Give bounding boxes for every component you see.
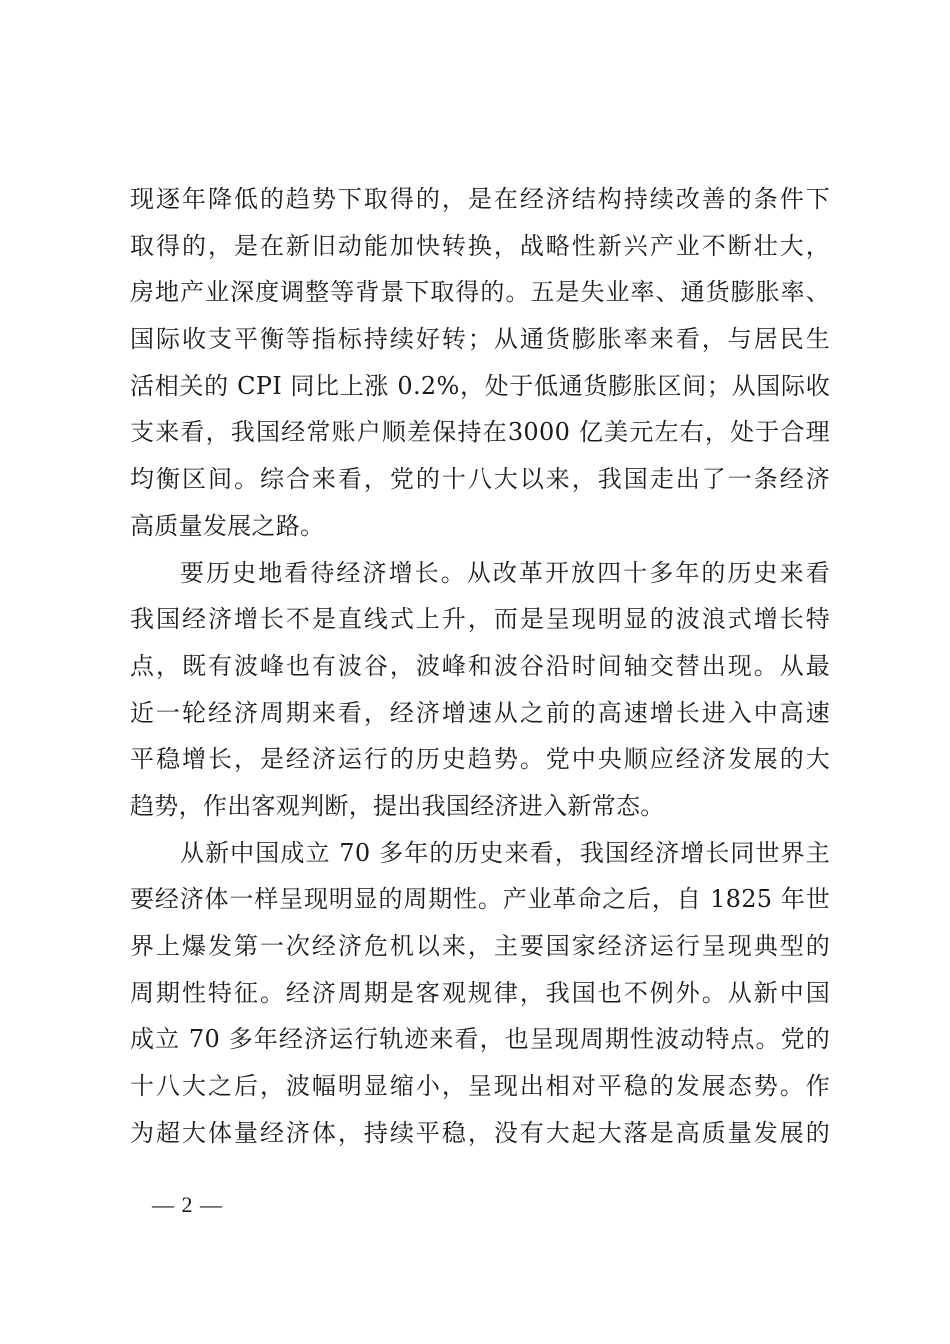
text-line: 我国经济增长不是直线式上升，而是呈现明显的波浪式增长特	[130, 605, 830, 634]
text-line: 从新中国成立 70 多年的历史来看，我国经济增长同世界主	[180, 838, 830, 867]
text-line: 现逐年降低的趋势下取得的，是在经济结构持续改善的条件下	[130, 185, 830, 213]
text-line: 国际收支平衡等指标持续好转；从通货膨胀率来看，与居民生	[130, 325, 830, 354]
body-text	[130, 176, 830, 1156]
text-line: 成立 70 多年经济运行轨迹来看，也呈现周期性波动特点。党的	[130, 1025, 830, 1054]
text-line: 活相关的 CPI 同比上涨 0.2%，处于低通货膨胀区间；从国际收	[130, 371, 830, 400]
text-line: 界上爆发第一次经济危机以来，主要国家经济运行呈现典型的	[130, 932, 830, 960]
text-line: 高质量发展之路。	[130, 511, 325, 540]
text-line: 房地产业深度调整等背景下取得的。五是失业率、通货膨胀率、	[130, 278, 830, 307]
text-line: 点，既有波峰也有波谷，波峰和波谷沿时间轴交替出现。从最	[130, 651, 830, 680]
text-line: 近一轮经济周期来看，经济增速从之前的高速增长进入中高速	[130, 698, 830, 727]
text-line: 要历史地看待经济增长。从改革开放四十多年的历史来看	[180, 558, 830, 587]
text-line: 为超大体量经济体，持续平稳，没有大起大落是高质量发展的	[130, 1118, 830, 1147]
text-line: 十八大之后，波幅明显缩小，呈现出相对平稳的发展态势。作	[130, 1072, 830, 1101]
text-line: 支来看，我国经常账户顺差保持在3000 亿美元左右，处于合理	[130, 418, 830, 447]
text-line: 周期性特征。经济周期是客观规律，我国也不例外。从新中国	[130, 978, 830, 1007]
text-line: 平稳增长，是经济运行的历史趋势。党中央顺应经济发展的大	[130, 745, 830, 774]
text-line: 趋势，作出客观判断，提出我国经济进入新常态。	[130, 791, 665, 820]
text-line: 要经济体一样呈现明显的周期性。产业革命之后，自 1825 年世	[130, 885, 830, 914]
page-number: — 2 —	[152, 1192, 223, 1217]
text-line: 均衡区间。综合来看，党的十八大以来，我国走出了一条经济	[130, 465, 830, 494]
text-line: 取得的，是在新旧动能加快转换，战略性新兴产业不断壮大，	[130, 231, 830, 260]
